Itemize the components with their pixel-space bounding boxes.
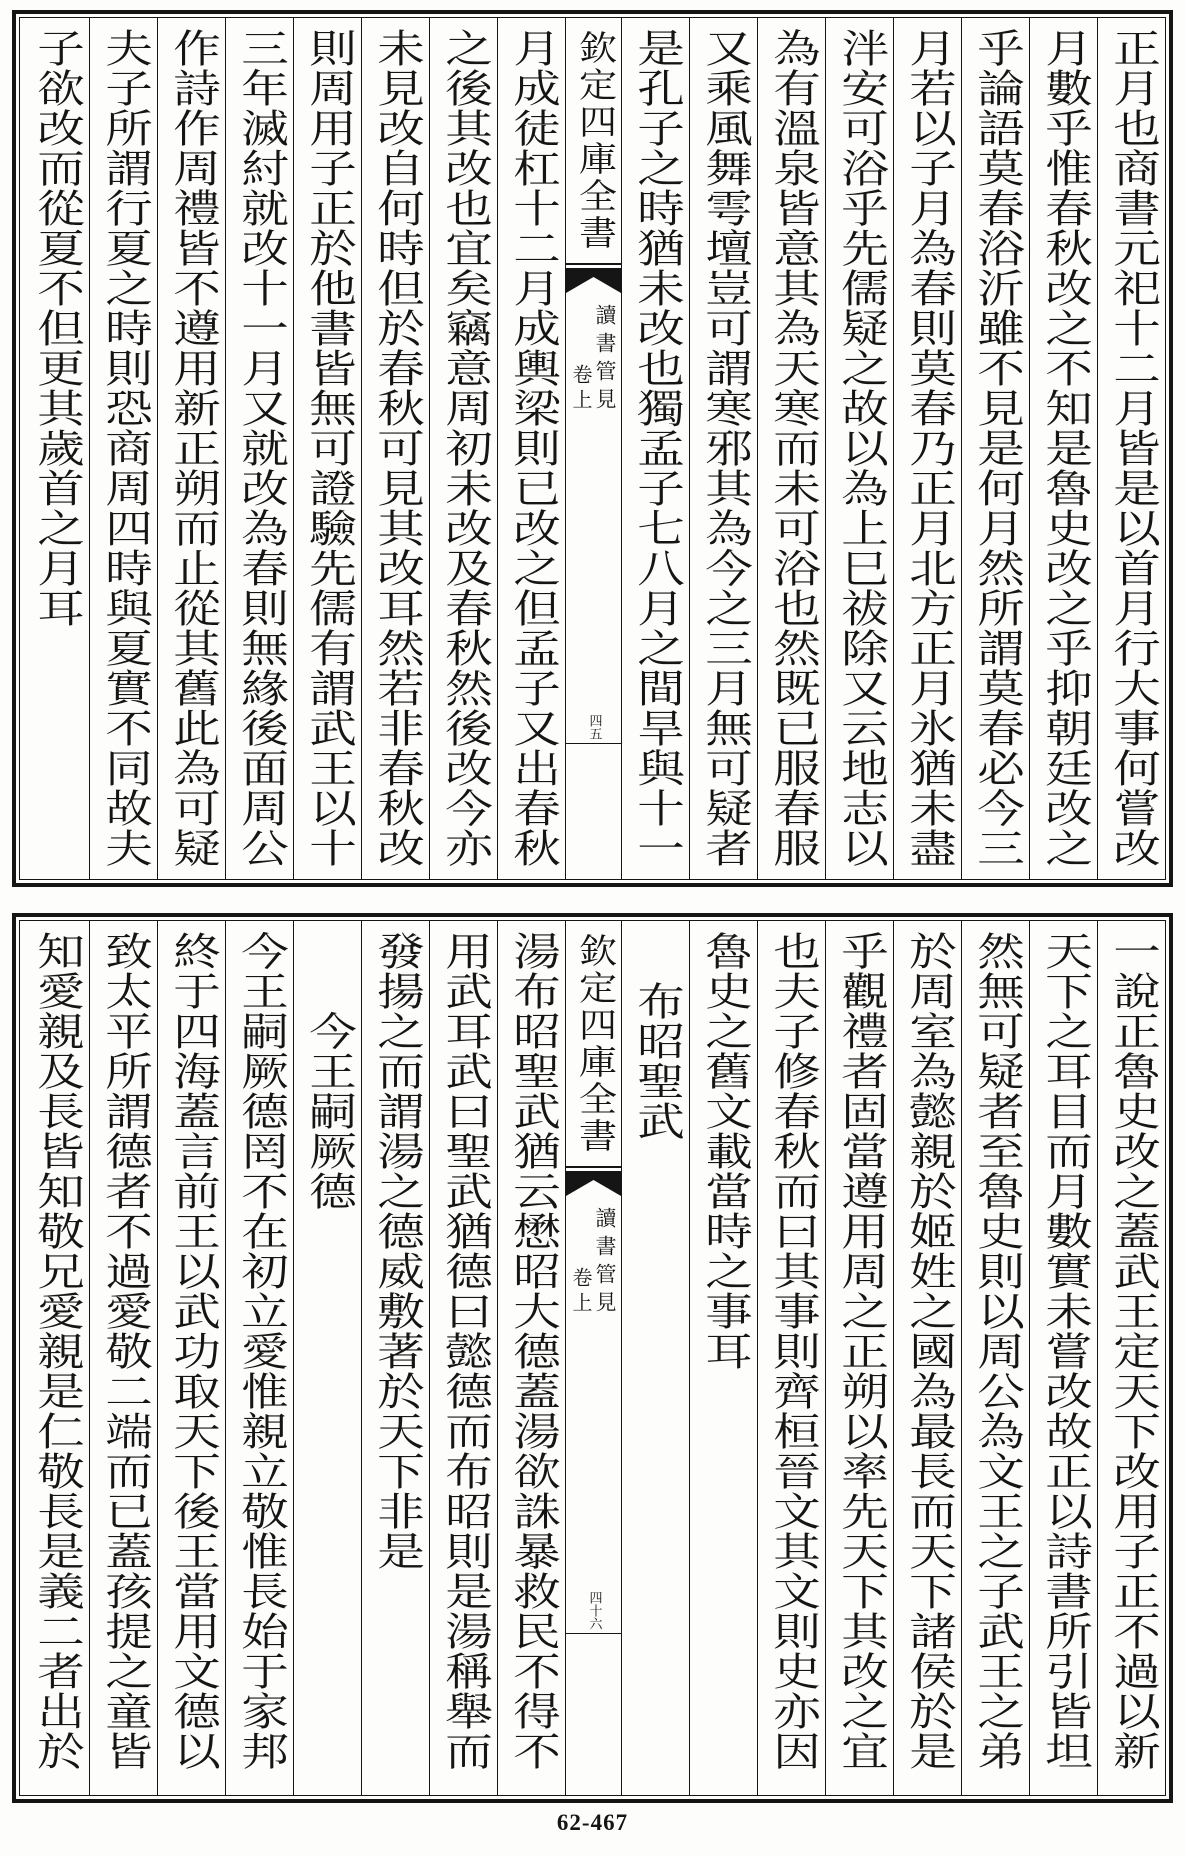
text-column	[825, 18, 893, 879]
text-column	[293, 18, 361, 879]
text-column	[1029, 921, 1097, 1795]
column-text: 泮安可浴乎先儒疑之故以為上巳祓除又云地志以	[833, 28, 889, 868]
heading-text: 今王嗣厥德	[301, 1011, 357, 1211]
column-text: 月成徒杠十二月成輿梁則已改之但孟子又出春秋	[505, 28, 561, 868]
text-column	[1097, 18, 1165, 879]
collection-title: 欽定四庫全書	[571, 933, 617, 1155]
column-text: 為有溫泉皆意其為天寒而未可浴也然既已服春服	[765, 28, 821, 868]
text-column	[89, 18, 157, 879]
text-column	[893, 921, 961, 1795]
book-title: 讀書管見	[593, 304, 617, 416]
column-text: 月若以子月為春則莫春乃正月北方正月氷猶未盡	[901, 28, 957, 868]
text-column	[689, 18, 757, 879]
column-text: 今王嗣厥德罔不在初立愛惟親立敬惟長始于家邦	[233, 931, 289, 1771]
text-area	[19, 920, 1166, 1796]
text-column	[757, 921, 825, 1795]
text-column	[157, 18, 225, 879]
text-column	[429, 18, 497, 879]
folio	[566, 714, 621, 744]
column-text: 月數乎惟春秋改之不知是魯史改之乎抑朝廷改之	[1037, 28, 1093, 868]
text-column	[1029, 18, 1097, 879]
section-heading	[621, 921, 689, 1795]
page-number: 四十六	[586, 1591, 602, 1630]
folio-rule	[566, 743, 621, 744]
text-area	[19, 17, 1166, 880]
column-text: 夫子所謂行夏之時則恐商周四時與夏實不同故夫	[97, 28, 153, 868]
text-column	[961, 18, 1029, 879]
column-text: 然無可疑者至魯史則以周公為文王之子武王之弟	[969, 931, 1025, 1771]
text-column	[961, 921, 1029, 1795]
juan-label: 卷上	[569, 364, 593, 414]
text-column	[893, 18, 961, 879]
column-text: 用武耳武曰聖武猶德曰懿德而布昭則是湯稱舉而	[437, 931, 493, 1771]
text-column	[225, 18, 293, 879]
text-column	[689, 921, 757, 1795]
text-column	[621, 18, 689, 879]
text-column	[497, 18, 565, 879]
column-text: 三年滅紂就改十一月又就改為春則無緣後面周公	[233, 28, 289, 868]
text-column	[157, 921, 225, 1795]
text-column	[757, 18, 825, 879]
folio	[566, 1591, 621, 1634]
half-page-top	[12, 10, 1173, 887]
column-text: 乎論語莫春浴沂雖不見是何月然所謂莫春必今三	[969, 28, 1025, 868]
fishtail-mark	[566, 263, 621, 297]
half-page-bottom	[12, 913, 1173, 1803]
center-column	[565, 18, 621, 879]
text-column	[497, 921, 565, 1795]
column-text: 天下之耳目而月數實未嘗改故正以詩書所引皆坦	[1037, 931, 1093, 1771]
column-text: 知愛親及長皆知敬兄愛親是仁敬長是義二者出於	[29, 931, 85, 1771]
column-text: 又乘風舞雩壇豈可謂寒邪其為今之三月無可疑者	[697, 28, 753, 868]
text-column	[21, 18, 89, 879]
center-column	[565, 921, 621, 1795]
text-column	[361, 18, 429, 879]
section-heading	[293, 921, 361, 1795]
column-text: 終于四海蓋言前王以武功取天下後王當用文德以	[165, 931, 221, 1771]
column-text: 一說正魯史改之蓋武王定天下改用子正不過以新	[1105, 931, 1161, 1771]
text-column	[429, 921, 497, 1795]
column-text: 子欲改而從夏不但更其歲首之月耳	[29, 28, 85, 628]
book-title: 讀書管見	[593, 1207, 617, 1319]
juan-label: 卷上	[569, 1267, 593, 1317]
text-column	[1097, 921, 1165, 1795]
collection-title: 欽定四庫全書	[571, 30, 617, 252]
column-text: 發揚之而謂湯之德威敷著於天下非是	[369, 931, 425, 1571]
column-text: 湯布昭聖武猶云懋昭大德蓋湯欲誅暴救民不得不	[505, 931, 561, 1771]
fishtail-mark	[566, 1166, 621, 1200]
column-text: 正月也商書元祀十二月皆是以首月行大事何嘗改	[1105, 28, 1161, 868]
column-text: 之後其改也宜矣竊意周初未改及春秋然後改今亦	[437, 28, 493, 868]
text-column	[89, 921, 157, 1795]
column-text: 是孔子之時猶未改也獨孟子七八月之間旱與十一	[629, 28, 685, 868]
column-text: 魯史之舊文載當時之事耳	[697, 931, 753, 1371]
heading-text: 布昭聖武	[629, 981, 685, 1141]
reel-page-number: 62-467	[556, 1810, 629, 1835]
column-text: 於周室為懿親於姬姓之國為最長而天下諸侯於是	[901, 931, 957, 1771]
text-column	[21, 921, 89, 1795]
text-column	[825, 921, 893, 1795]
page-number: 四五	[586, 714, 602, 740]
column-text: 也夫子修春秋而曰其事則齊桓晉文其文則史亦因	[765, 931, 821, 1771]
column-text: 未見改自何時但於春秋可見其改耳然若非春秋改	[369, 28, 425, 868]
column-text: 作詩作周禮皆不遵用新正朔而止從其舊此為可疑	[165, 28, 221, 868]
column-text: 則周用子正於他書皆無可證驗先儒有謂武王以十	[301, 28, 357, 868]
column-text: 乎觀禮者固當遵用周之正朔以率先天下其改之宜	[833, 931, 889, 1771]
column-text: 致太平所謂德者不過愛敬二端而已蓋孩提之童皆	[97, 931, 153, 1771]
text-column	[361, 921, 429, 1795]
folio-rule	[566, 1633, 621, 1634]
text-column	[225, 921, 293, 1795]
